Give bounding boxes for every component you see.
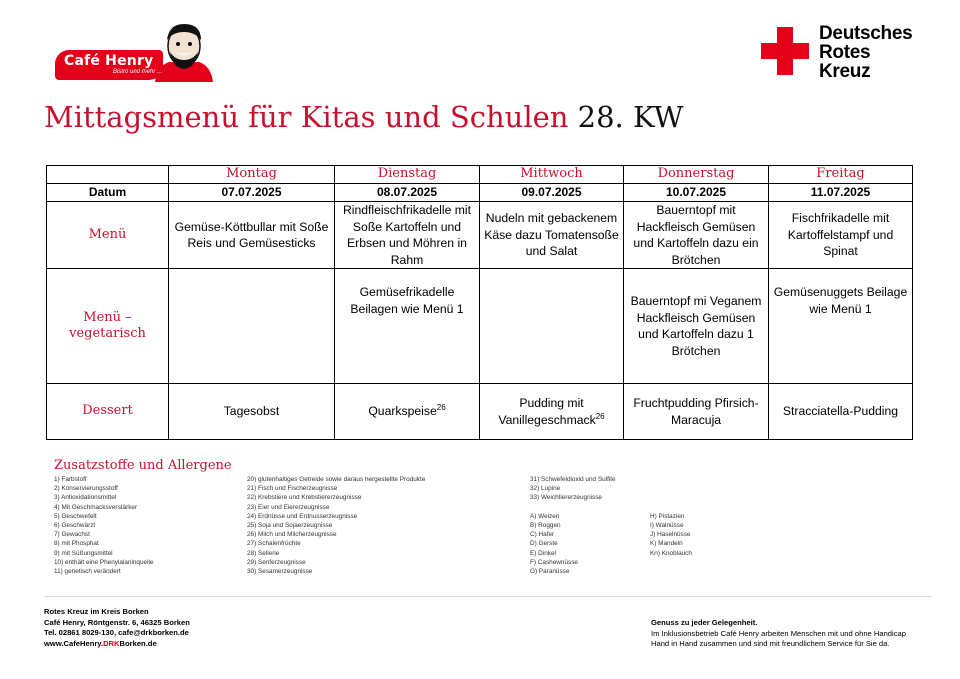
additive-item: 4) Mit Geschmacksverstärker — [54, 503, 138, 511]
allergen-item: 29) Senferzeugnisse — [247, 558, 306, 566]
veg-cell — [169, 269, 335, 384]
footer-org: Rotes Kreuz im Kreis Borken — [44, 607, 149, 616]
allergen-item: 33) Weichtiererzeugnisse — [530, 494, 602, 502]
nut-item: K) Mandeln — [650, 540, 683, 548]
nut-item: F) Cashewnüsse — [530, 558, 578, 566]
title-main: Mittagsmenü für Kitas und Schulen — [44, 100, 569, 134]
footer-website[interactable] — [44, 639, 190, 650]
allergen-item: 25) Soja und Sojaerzeugnisse — [247, 521, 333, 529]
header-day: Freitag — [769, 166, 913, 184]
dessert-allergen: 26 — [595, 411, 605, 421]
date-cell: 07.07.2025 — [169, 184, 335, 202]
dessert-cell — [480, 384, 624, 440]
additives-col-3b — [530, 512, 578, 576]
nut-item: H) Pistazien — [650, 512, 685, 520]
allergen-item: 27) Schalenfrüchte — [247, 540, 301, 548]
table-header-row — [47, 166, 913, 184]
date-label: Datum — [47, 184, 169, 202]
menu-label: Menü — [47, 202, 169, 269]
header-day: Donnerstag — [624, 166, 769, 184]
veg-cell: Bauerntopf mi Veganem Hackfleisch Gemüsen und Kartoffeln dazu 1 Brötchen — [624, 269, 769, 384]
allergen-item: 26) Milch und Milcherzeugnisse — [247, 531, 337, 539]
additive-item: 2) Konservierungsstoff — [54, 485, 118, 493]
additive-item: 3) Antioxidationsmittel — [54, 494, 117, 502]
additive-item: 6) Geschwärzt — [54, 521, 96, 529]
cafe-tagline: Bistro und mehr ... — [113, 69, 163, 75]
menu-cell: Fischfrikadelle mit Kartoffelstampf und Spinat — [769, 202, 913, 269]
nut-item: J) Haselnüsse — [650, 531, 691, 539]
allergen-item: 28) Sellerie — [247, 549, 280, 557]
allergen-item: Kn) Knoblauch — [650, 549, 692, 557]
dessert-text: Stracciatella-Pudding — [782, 404, 899, 419]
date-cell: 08.07.2025 — [335, 184, 480, 202]
dessert-cell — [624, 384, 769, 440]
grain-item: E) Dinkel — [530, 549, 556, 557]
date-cell: 10.07.2025 — [624, 184, 769, 202]
vegetarian-label-line-1: Menü – — [83, 309, 132, 325]
slogan-line: Im Inklusionsbetrieb Café Henry arbeiten Menschen mit und ohne Handicap — [651, 628, 906, 638]
drk-logo — [760, 24, 920, 80]
footer-slogan — [651, 618, 906, 650]
slogan-line: Hand in Hand zusammen und sind mit freundlichem Service für Sie da. — [651, 639, 890, 648]
allergen-item: 20) glutenhaltiges Getreide sowie daraus hergestellte Produkte — [247, 476, 426, 483]
dessert-label: Dessert — [47, 384, 169, 440]
table-row-dessert — [47, 384, 913, 440]
dessert-text: Tagesobst — [223, 404, 280, 419]
website-part: Borken.de — [119, 638, 157, 648]
additives-col-3a — [530, 475, 616, 503]
allergen-item: 32) Lupine — [530, 485, 561, 493]
title-week: 28. KW — [577, 100, 684, 134]
menu-cell: Nudeln mit gebackenem Käse dazu Tomatensoße und Salat — [480, 202, 624, 269]
additive-item: 10) enthält eine Phenylalaninquelle — [54, 558, 154, 566]
table-row-vegetarian — [47, 269, 913, 384]
additive-item: 11) genetisch verändert — [54, 567, 121, 575]
footer-contact — [44, 607, 190, 649]
grain-item: D) Gerste — [530, 540, 558, 548]
drk-wordmark — [819, 24, 912, 81]
footer-phone-email[interactable]: Tel. 02861 8029-130, cafe@drkborken.de — [44, 628, 189, 637]
grain-item: C) Hafer — [530, 531, 555, 539]
cafe-name: Café Henry — [64, 53, 154, 69]
additive-item: 7) Gewachst — [54, 531, 90, 539]
drk-line-1: Deutsches — [819, 23, 913, 44]
drk-line-3: Kreuz — [819, 61, 871, 82]
additive-item: 9) mit Süßungsmittel — [54, 549, 113, 557]
dessert-text: Fruchtpudding Pfirsich-Maracuja — [633, 396, 759, 427]
grain-item: A) Weizen — [530, 512, 560, 520]
grain-item: B) Roggen — [530, 521, 561, 529]
menu-cell: Gemüse-Köttbullar mit Soße Reis und Gemüsesticks — [169, 202, 335, 269]
nut-item: G) Paranüsse — [530, 567, 570, 575]
date-cell: 09.07.2025 — [480, 184, 624, 202]
additives-col-1 — [54, 475, 154, 576]
header-day: Mittwoch — [480, 166, 624, 184]
footer-divider — [44, 596, 932, 597]
header-empty-cell — [47, 166, 169, 184]
header-day: Montag — [169, 166, 335, 184]
dessert-cell — [335, 384, 480, 440]
allergen-item: 22) Krebstiere und Krebstiererzeugnisse — [247, 494, 362, 502]
date-cell: 11.07.2025 — [769, 184, 913, 202]
allergen-item: 23) Eier und Eiererzeugnisse — [247, 503, 330, 511]
website-part: www.CafeHenry. — [44, 638, 104, 648]
additive-item: 8) mit Phosphat — [54, 540, 99, 548]
veg-cell: Gemüsenuggets Beilage wie Menü 1 — [769, 269, 913, 384]
table-row-dates — [47, 184, 913, 202]
red-cross-bar — [761, 43, 809, 59]
vegetarian-label — [47, 269, 169, 384]
table-row-menu — [47, 202, 913, 269]
footer-address: Café Henry, Röntgenstr. 6, 46325 Borken — [44, 617, 190, 627]
header-day: Dienstag — [335, 166, 480, 184]
nut-item: I) Walnüsse — [650, 521, 684, 529]
menu-table — [46, 165, 913, 440]
slogan-headline: Genuss zu jeder Gelegenheit. — [651, 618, 758, 627]
allergen-item: 24) Erdnüsse und Erdnusserzeugnisse — [247, 512, 358, 520]
drk-line-2: Rotes — [819, 42, 871, 63]
dessert-text: Pudding mit Vanillegeschmack — [498, 396, 596, 427]
cafe-henry-logo — [55, 22, 217, 82]
menu-cell: Bauerntopf mit Hackfleisch Gemüsen und Kartoffeln dazu ein Brötchen — [624, 202, 769, 269]
additive-item: 1) Farbstoff — [54, 476, 87, 483]
additives-col-4 — [650, 512, 692, 558]
allergen-item: 31) Schwefeldioxid und Sulfite — [530, 476, 616, 483]
dessert-cell — [169, 384, 335, 440]
website-drk: DRK — [103, 638, 120, 648]
additives-title: Zusatzstoffe und Allergene — [54, 458, 232, 473]
veg-cell: Gemüsefrikadelle Beilagen wie Menü 1 — [335, 269, 480, 384]
dessert-allergen: 26 — [436, 403, 446, 413]
page-title — [44, 100, 683, 134]
dessert-text: Quarkspeise — [368, 404, 437, 419]
additives-col-2 — [247, 475, 425, 576]
veg-cell — [480, 269, 624, 384]
additive-item: 5) Geschwefelt — [54, 512, 97, 520]
menu-cell: Rindfleischfrikadelle mit Soße Kartoffeln und Erbsen und Möhren in Rahm — [335, 202, 480, 269]
dessert-cell — [769, 384, 913, 440]
allergen-item: 21) Fisch und Fischerzeugnisse — [247, 485, 338, 493]
vegetarian-label-line-2: vegetarisch — [69, 326, 146, 341]
allergen-item: 30) Sesamerzeugnisse — [247, 567, 313, 575]
